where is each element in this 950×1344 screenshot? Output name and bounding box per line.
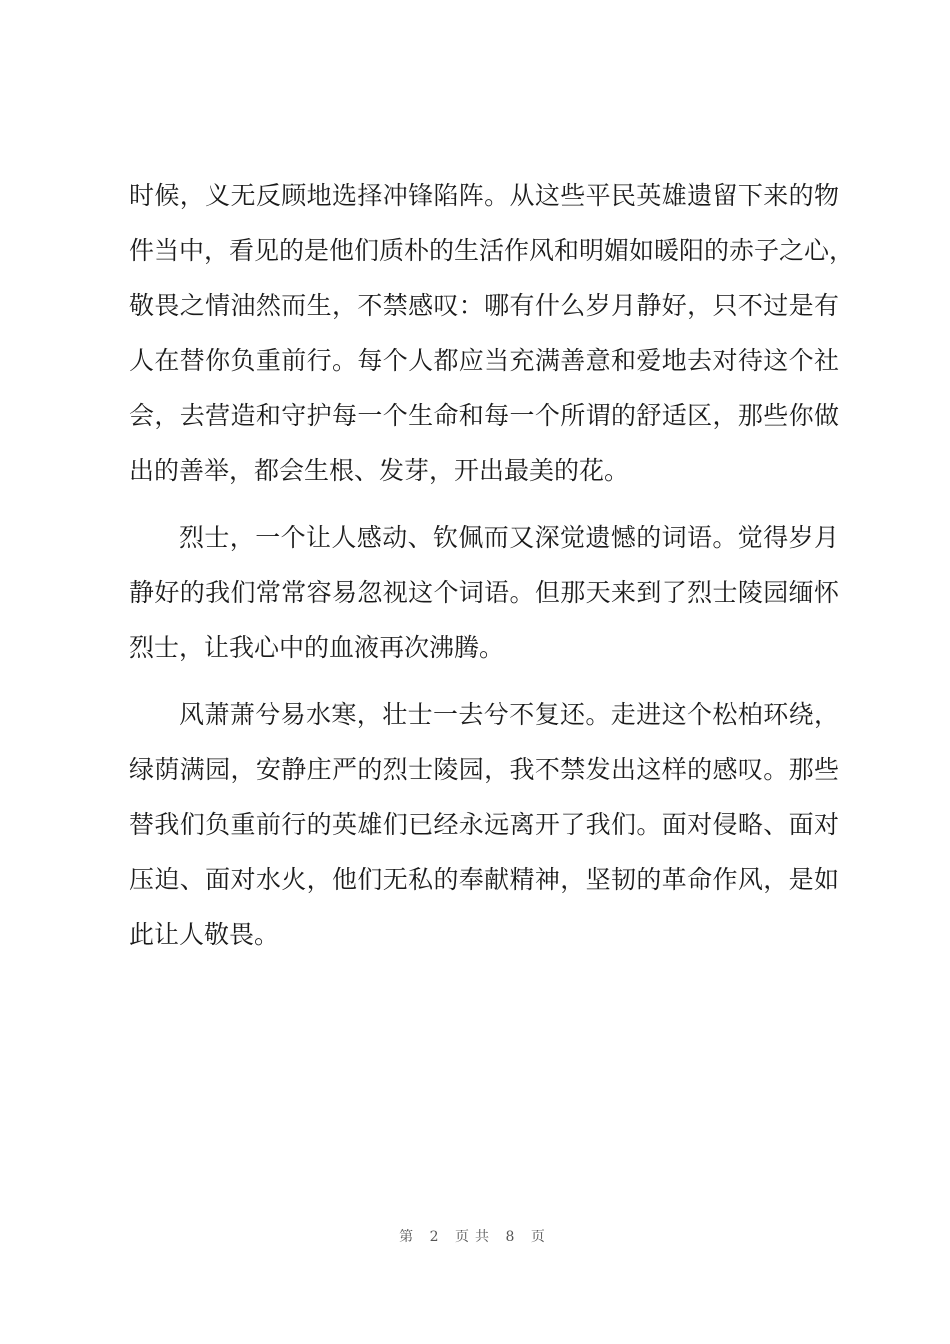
footer-page-number: 2 (429, 1229, 445, 1245)
paragraph-line: 替我们负重前行的英雄们已经永远离开了我们。面对侵略、面对 (129, 810, 839, 839)
paragraph-line: 此让人敬畏。 (129, 920, 280, 949)
footer-prefix: 第 (399, 1229, 420, 1245)
paragraph-line: 绿荫满园，安静庄严的烈士陵园，我不禁发出这样的感叹。那些 (129, 755, 839, 784)
paragraph-gap (129, 498, 839, 510)
paragraph-line: 时候，义无反顾地选择冲锋陷阵。从这些平民英雄遗留下来的物 (129, 181, 839, 210)
paragraph-line: 风萧萧兮易水寒，壮士一去兮不复还。走进这个松柏环绕， (179, 700, 839, 729)
paragraph-line: 静好的我们常常容易忽视这个词语。但那天来到了烈士陵园缅怀 (129, 578, 839, 607)
paragraph-line: 敬畏之情油然而生，不禁感叹：哪有什么岁月静好，只不过是有 (129, 291, 839, 320)
footer-middle: 页共 (455, 1229, 495, 1245)
paragraph-line: 压迫、面对水火，他们无私的奉献精神，坚韧的革命作风，是如 (129, 865, 839, 894)
paragraph-line: 会，去营造和守护每一个生命和每一个所谓的舒适区，那些你做 (129, 401, 839, 430)
paragraph-line: 件当中，看见的是他们质朴的生活作风和明媚如暖阳的赤子之心， (129, 236, 855, 265)
paragraph-line: 烈士，一个让人感动、钦佩而又深觉遗憾的词语。觉得岁月 (179, 523, 839, 552)
paragraph-line: 人在替你负重前行。每个人都应当充满善意和爱地去对待这个社 (129, 346, 839, 375)
document-body (129, 168, 855, 962)
page-footer (0, 1226, 950, 1246)
paragraph-line: 烈士，让我心中的血液再次沸腾。 (129, 633, 505, 662)
paragraph-line: 出的善举，都会生根、发芽，开出最美的花。 (129, 456, 630, 485)
footer-total-pages: 8 (505, 1229, 521, 1245)
footer-suffix: 页 (530, 1229, 551, 1245)
paragraph-gap (129, 675, 839, 687)
